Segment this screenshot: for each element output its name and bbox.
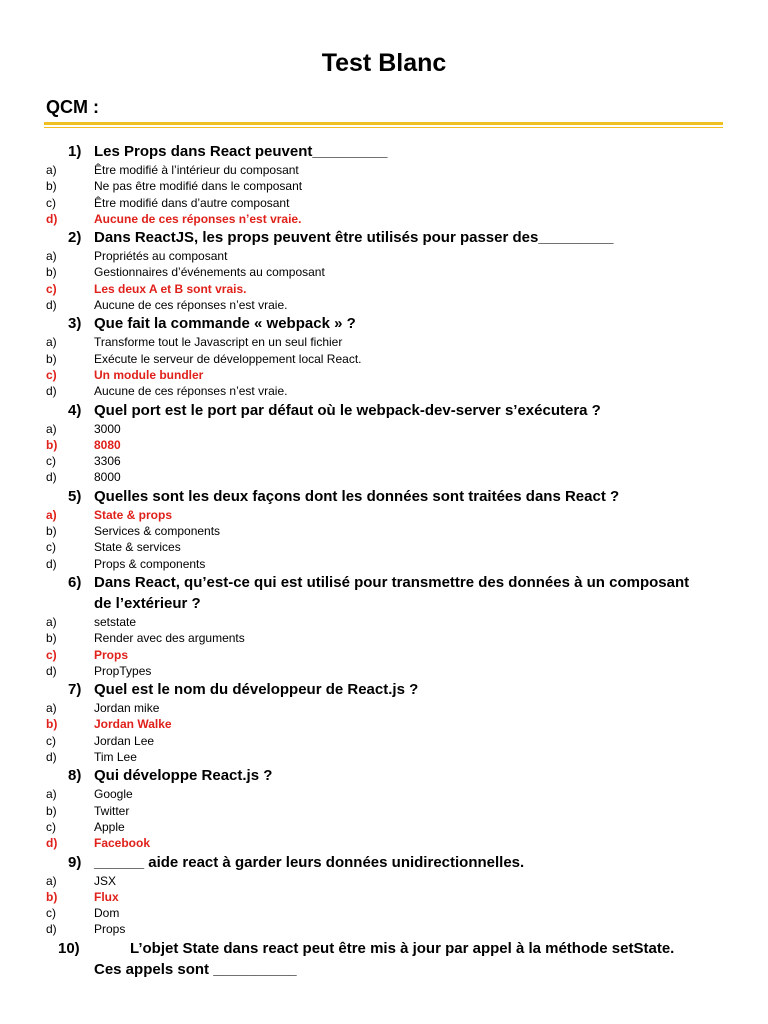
answer-letter: d) [46, 384, 57, 399]
answer-text: Les deux A et B sont vrais. [94, 281, 247, 296]
answer-letter: c) [46, 819, 56, 834]
answer-letter: c) [46, 540, 56, 555]
answer-option [46, 803, 722, 819]
answer-letter: b) [46, 351, 57, 366]
question-text [46, 227, 722, 248]
answer-option [46, 264, 722, 280]
answer-text: Dom [94, 906, 120, 921]
answer-text: Gestionnaires d’événements au composant [94, 265, 325, 280]
answer-option-correct [46, 281, 722, 297]
question-text [46, 486, 722, 507]
answer-letter: c) [46, 454, 56, 469]
answer-option [46, 700, 722, 716]
answer-text: Props & components [94, 556, 206, 571]
answer-option [46, 351, 722, 367]
question-8 [46, 765, 722, 851]
answer-text: Transforme tout le Javascript en un seul fichier [94, 335, 343, 350]
question-text [46, 852, 722, 873]
question-3 [46, 313, 722, 399]
question-line: de l’extérieur ? [94, 594, 201, 612]
answer-option [46, 749, 722, 765]
question-9 [46, 852, 722, 938]
question-list [46, 141, 722, 980]
answer-letter: c) [46, 281, 57, 296]
question-text [46, 765, 722, 786]
answer-text: PropTypes [94, 663, 152, 678]
question-line: ______ aide react à garder leurs données unidirectionnelles. [94, 853, 525, 871]
question-text [46, 938, 722, 959]
answer-text: Twitter [94, 803, 130, 818]
answer-text: Services & components [94, 524, 221, 539]
page-title: Test Blanc [321, 49, 447, 77]
question-line: Quel port est le port par défaut où le webpack-dev-server s’exécutera ? [94, 401, 601, 419]
answer-option [46, 178, 722, 194]
answer-option-correct [46, 437, 722, 453]
answer-option-correct [46, 716, 722, 732]
question-number: 6) [68, 573, 82, 591]
answer-text: Un module bundler [94, 367, 204, 382]
question-line: Les Props dans React peuvent_________ [94, 143, 388, 160]
answer-letter: b) [46, 717, 58, 732]
question-line: L’objet State dans react peut être mis à jour par appel à la méthode setState. [130, 939, 675, 957]
answer-letter: d) [46, 663, 57, 678]
answer-text: Aucune de ces réponses n’est vraie. [94, 298, 288, 313]
answer-option [46, 819, 722, 835]
answer-text: setstate [94, 614, 137, 629]
answer-letter: b) [46, 265, 57, 280]
answer-letter: d) [46, 922, 57, 937]
answer-option [46, 786, 722, 802]
question-line: Qui développe React.js ? [94, 767, 273, 785]
question-line: Quel est le nom du développeur de React.js ? [94, 681, 419, 699]
section-heading: QCM : [46, 97, 99, 117]
answer-letter: d) [46, 211, 58, 226]
answer-option [46, 453, 722, 469]
answer-letter: d) [46, 836, 58, 851]
answer-option [46, 334, 722, 350]
answer-text: Props [94, 647, 129, 662]
answer-text: Props [94, 922, 126, 937]
answer-option-correct [46, 507, 722, 523]
question-number: 5) [68, 487, 82, 505]
answer-text: 8000 [94, 470, 121, 485]
question-number: 7) [68, 681, 82, 699]
answer-letter: a) [46, 163, 57, 177]
question-number: 1) [68, 143, 82, 160]
answer-letter: a) [46, 701, 57, 716]
answer-option [46, 663, 722, 679]
answer-text: Facebook [94, 836, 151, 851]
question-text [46, 141, 722, 162]
answer-text: Être modifié dans d’autre composant [94, 195, 290, 210]
answer-letter: a) [46, 421, 57, 436]
answer-letter: b) [46, 631, 57, 646]
question-number: 3) [68, 315, 82, 333]
question-number: 2) [68, 229, 82, 247]
answer-letter: a) [46, 873, 57, 888]
answer-text: Tim Lee [94, 750, 137, 765]
answer-letter: d) [46, 298, 57, 313]
answer-letter: b) [46, 179, 57, 194]
answer-option-correct [46, 889, 722, 905]
answer-text: Jordan Walke [94, 717, 172, 732]
answer-text: Aucune de ces réponses n’est vraie. [94, 211, 302, 226]
answer-option-correct [46, 835, 722, 851]
question-line: Quelles sont les deux façons dont les données sont traitées dans React ? [94, 487, 620, 505]
answer-letter: d) [46, 470, 57, 485]
answer-text: Render avec des arguments [94, 631, 245, 646]
answer-letter: c) [46, 195, 56, 210]
answer-letter: a) [46, 249, 57, 264]
question-text [46, 572, 722, 593]
question-line: Dans React, qu’est-ce qui est utilisé pour transmettre des données à un composant [94, 573, 690, 591]
question-text-continued [46, 959, 722, 980]
question-2 [46, 227, 722, 313]
question-text [46, 400, 722, 421]
answer-text: Jordan Lee [94, 733, 155, 748]
answer-option [46, 556, 722, 572]
answer-option [46, 614, 722, 630]
answer-option [46, 383, 722, 399]
question-text [46, 313, 722, 334]
answer-option [46, 248, 722, 264]
answer-letter: b) [46, 889, 58, 904]
question-6 [46, 572, 722, 679]
answer-option [46, 733, 722, 749]
question-number: 4) [68, 401, 82, 419]
section-rule-thick [44, 122, 723, 125]
answer-text: Aucune de ces réponses n’est vraie. [94, 384, 288, 399]
question-number: 10) [58, 939, 80, 957]
answer-letter: c) [46, 647, 57, 662]
answer-option-correct [46, 367, 722, 383]
question-7 [46, 679, 722, 765]
answer-letter: c) [46, 733, 56, 748]
answer-letter: a) [46, 787, 57, 802]
answer-text: State & props [94, 507, 173, 522]
answer-text: 8080 [94, 437, 121, 452]
question-line: Ces appels sont __________ [94, 960, 297, 978]
answer-text: Propriétés au composant [94, 249, 228, 264]
answer-option-correct [46, 211, 722, 227]
answer-letter: d) [46, 750, 57, 765]
question-text [46, 679, 722, 700]
question-10 [46, 938, 722, 980]
answer-option-correct [46, 647, 722, 663]
answer-letter: a) [46, 507, 57, 522]
answer-text: Apple [94, 819, 125, 834]
section-rule-thin [44, 127, 723, 128]
answer-option [46, 195, 722, 211]
question-number: 9) [68, 853, 82, 871]
question-5 [46, 486, 722, 572]
answer-text: Jordan mike [94, 701, 160, 716]
answer-text: Google [94, 787, 133, 802]
answer-text: State & services [94, 540, 181, 555]
answer-option [46, 297, 722, 313]
answer-option [46, 523, 722, 539]
answer-option [46, 630, 722, 646]
question-line: Dans ReactJS, les props peuvent être utilisés pour passer des_________ [94, 229, 614, 247]
question-number: 8) [68, 767, 82, 785]
answer-text: 3306 [94, 454, 121, 469]
answer-text: Être modifié à l’intérieur du composant [94, 163, 299, 177]
answer-letter: c) [46, 367, 57, 382]
question-4 [46, 400, 722, 486]
question-1 [46, 141, 722, 227]
answer-option [46, 469, 722, 485]
answer-letter: a) [46, 614, 57, 629]
answer-option [46, 421, 722, 437]
answer-letter: b) [46, 524, 57, 539]
question-line: Que fait la commande « webpack » ? [94, 315, 356, 333]
answer-letter: b) [46, 803, 57, 818]
answer-text: Exécute le serveur de développement local React. [94, 351, 362, 366]
answer-option [46, 873, 722, 889]
answer-option [46, 162, 722, 178]
answer-letter: c) [46, 906, 56, 921]
answer-option [46, 905, 722, 921]
answer-text: 3000 [94, 421, 121, 436]
answer-option [46, 921, 722, 937]
answer-text: Flux [94, 889, 119, 904]
question-text-continued [46, 593, 722, 614]
answer-letter: d) [46, 556, 57, 571]
answer-letter: a) [46, 335, 57, 350]
answer-text: JSX [94, 873, 117, 888]
answer-option [46, 539, 722, 555]
answer-text: Ne pas être modifié dans le composant [94, 179, 303, 194]
answer-letter: b) [46, 437, 58, 452]
